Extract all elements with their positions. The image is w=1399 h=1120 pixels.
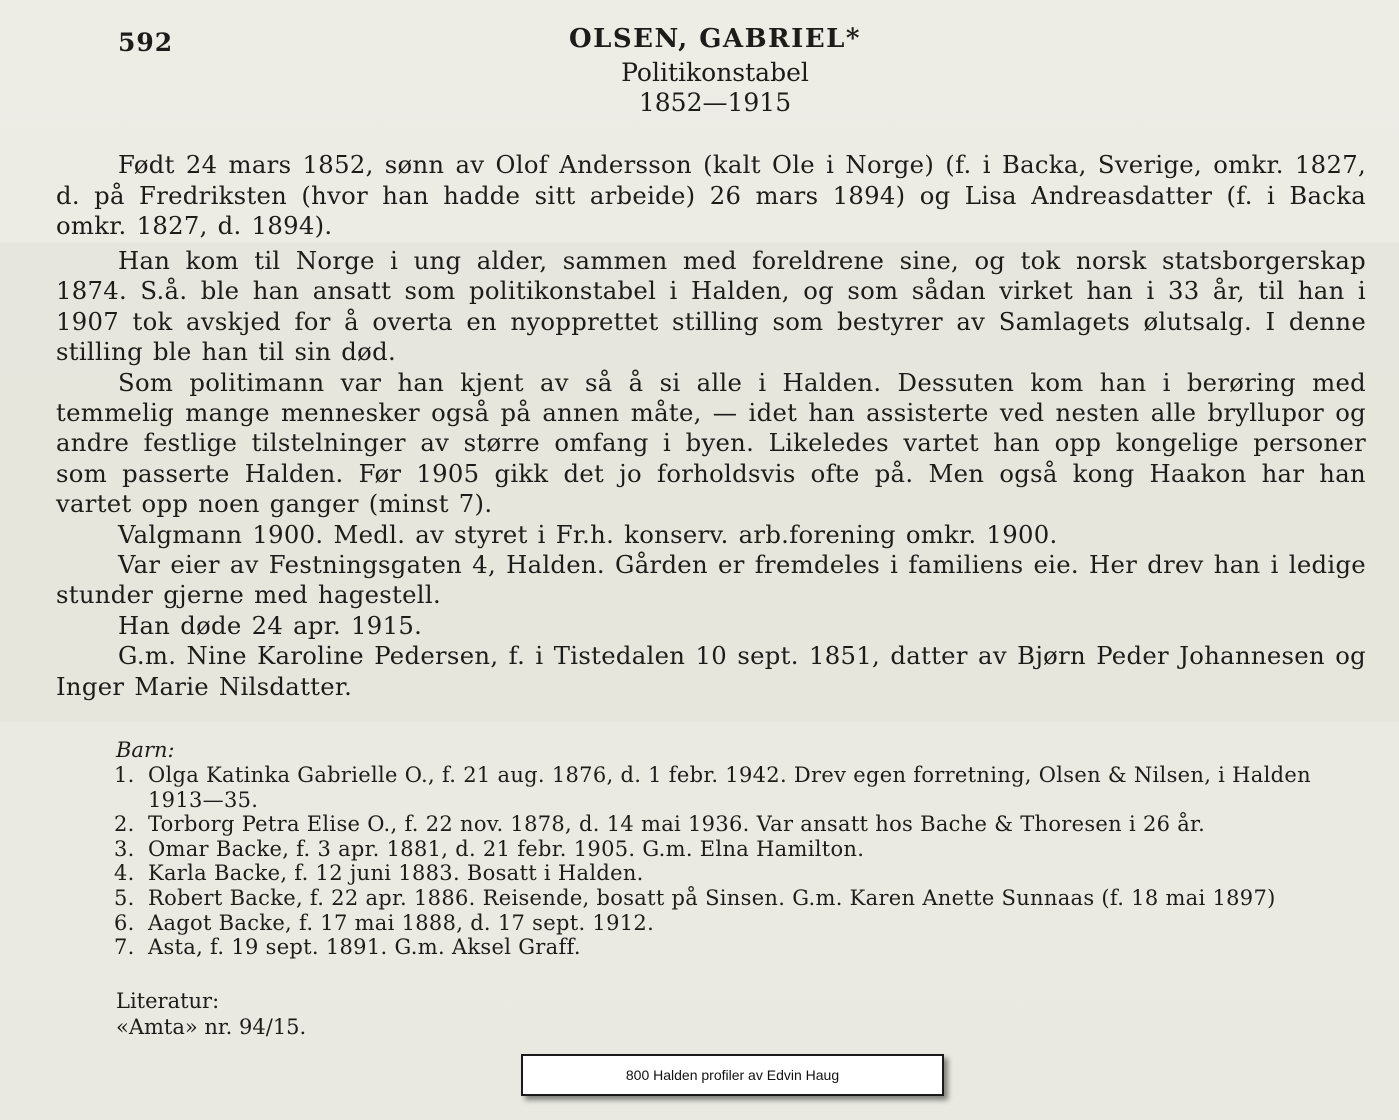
caption-text: 800 Halden profiler av Edvin Haug — [625, 1067, 840, 1083]
item-text: Asta, f. 19 sept. 1891. G.m. Aksel Graff. — [148, 935, 581, 960]
person-name: OLSEN, GABRIEL* — [568, 24, 862, 54]
item-number: 5. — [114, 885, 135, 910]
item-text: Olga Katinka Gabrielle O., f. 21 aug. 1876, d. 1 febr. 1942. Drev egen forretning, Olsen & Nilsen, i Halden 1913—35. — [148, 763, 1311, 812]
list-item — [114, 837, 1368, 862]
caption-box — [521, 1054, 944, 1096]
item-number: 3. — [114, 836, 135, 861]
children-list — [114, 763, 1368, 960]
person-title: Politikonstabel — [621, 58, 809, 87]
paragraph: Født 24 mars 1852, sønn av Olof Andersson (kalt Ole i Norge) (f. i Backa, Sverige, omkr. 1827, d. på Fredriksten (hvor han hadde sitt arbeide) 26 mars 1894) og Lisa Andreasdatter (f. i Backa omkr. 1827, d. 1894). — [56, 150, 1366, 240]
item-text: Karla Backe, f. 12 juni 1883. Bosatt i Halden. — [148, 861, 644, 886]
list-item — [114, 935, 1368, 960]
person-years: 1852—1915 — [638, 88, 792, 117]
literature-reference: «Amta» nr. 94/15. — [116, 1015, 307, 1039]
children-label: Barn: — [116, 738, 175, 762]
item-text: Omar Backe, f. 3 apr. 1881, d. 21 febr. 1905. G.m. Elna Hamilton. — [148, 836, 865, 861]
item-text: Aagot Backe, f. 17 mai 1888, d. 17 sept. 1912. — [148, 910, 655, 935]
biography-body — [56, 246, 1366, 702]
paragraph: Han kom til Norge i ung alder, sammen med foreldrene sine, og tok norsk statsborgerskap 1874. S.å. ble han ansatt som politikonstabel i Halden, og som sådan virket han i 33 år, til han i 1907 tok avskjed for å overta en nyopprettet stilling som bestyrer av Samlagets ølutsalg. I denne stilling ble han til sin død. — [56, 246, 1366, 367]
list-item — [114, 812, 1368, 837]
paragraph-birth — [56, 150, 1366, 242]
item-number: 4. — [114, 861, 135, 886]
paragraph: Valgmann 1900. Medl. av styret i Fr.h. konserv. arb.forening omkr. 1900. — [118, 519, 1058, 549]
paragraph: Som politimann var han kjent av så å si alle i Halden. Dessuten kom han i berøring med temmelig mange mennesker også på annen måte, — idet han assisterte ved nesten alle bryllupor og andre festlige tilstelninger av større omfang i byen. Likeledes vartet han opp kongelige personer som passerte Halden. Før 1905 gikk det jo forholdsvis ofte på. Men også kong Haakon har han vartet opp noen ganger (minst 7). — [56, 367, 1366, 519]
literature-label: Literatur: — [116, 989, 220, 1013]
list-item — [114, 886, 1368, 911]
paragraph: Var eier av Festningsgaten 4, Halden. Gården er fremdeles i familiens eie. Her drev han i ledige stunder gjerne med hagestell. — [56, 550, 1366, 610]
item-text: Robert Backe, f. 22 apr. 1886. Reisende, bosatt på Sinsen. G.m. Karen Anette Sunnaas (f. 18 mai 1897) — [148, 885, 1276, 910]
page-number: 592 — [118, 28, 174, 57]
item-text: Torborg Petra Elise O., f. 22 nov. 1878, d. 14 mai 1936. Var ansatt hos Bache & Thoresen i 26 år. — [148, 812, 1206, 837]
list-item — [114, 861, 1368, 886]
item-number: 6. — [114, 910, 135, 935]
item-number: 2. — [114, 812, 135, 837]
paragraph: Han døde 24 apr. 1915. — [118, 610, 423, 640]
item-number: 1. — [114, 763, 135, 787]
item-number: 7. — [114, 935, 135, 960]
paragraph: G.m. Nine Karoline Pedersen, f. i Tistedalen 10 sept. 1851, datter av Bjørn Peder Johannesen og Inger Marie Nilsdatter. — [56, 641, 1366, 701]
list-item — [114, 911, 1368, 936]
list-item — [114, 763, 1368, 812]
